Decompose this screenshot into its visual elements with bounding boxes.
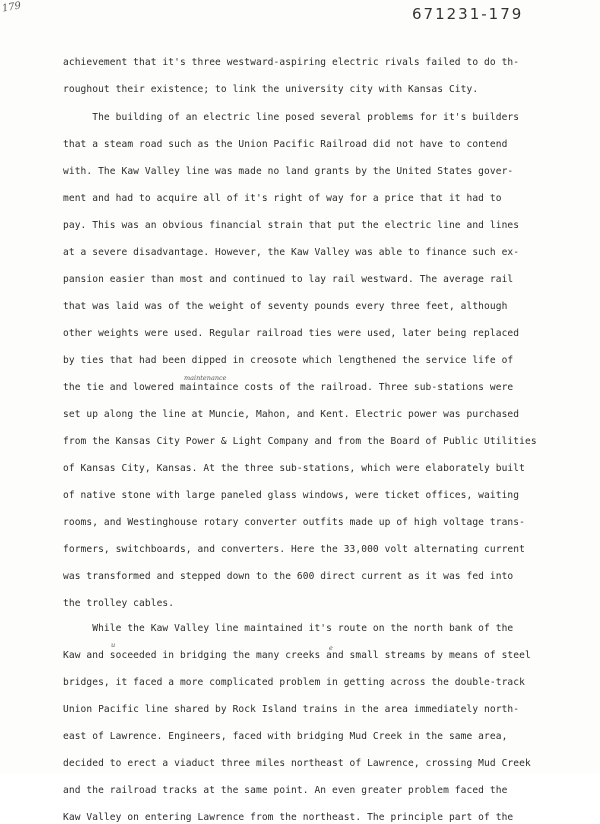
text-line: the tie and lowered maintaince costs of the railroad. Three sub-stations were: [63, 382, 514, 393]
text-line: that was laid was of the weight of seventy pounds every three feet, although: [63, 301, 508, 312]
text-line: from the Kansas City Power & Light Company and from the Board of Public Utilities: [63, 436, 537, 447]
handwritten-insertion: e: [329, 644, 333, 652]
text-line: set up along the line at Muncie, Mahon, and Kent. Electric power was purchased: [63, 409, 520, 420]
text-line: was transformed and stepped down to the 600 direct current as it was fed into: [63, 571, 514, 582]
text-line: of native stone with large paneled glass windows, were ticket offices, waiting: [63, 490, 520, 501]
text-line: pansion easier than most and continued to lay rail westward. The average rail: [63, 274, 514, 285]
text-line: at a severe disadvantage. However, the Kaw Valley was able to finance such ex-: [63, 247, 520, 258]
text-line: rooms, and Westinghouse rotary converter outfits made up of high voltage trans-: [63, 517, 525, 528]
text-line: roughout their existence; to link the university city with Kansas City.: [63, 84, 479, 95]
page-identifier: 671231-179: [412, 5, 524, 23]
text-line: Kaw and soceeded in bridging the many creeks and small streams by means of steel: [63, 650, 531, 661]
text-line: While the Kaw Valley line maintained it's route on the north bank of the: [63, 623, 514, 634]
text-line: decided to erect a viaduct three miles northeast of Lawrence, crossing Mud Creek: [63, 758, 531, 769]
text-line: the trolley cables.: [63, 598, 175, 609]
handwritten-insertion: u: [111, 641, 116, 649]
text-line: pay. This was an obvious financial strain that put the electric line and lines: [63, 220, 520, 231]
text-line: other weights were used. Regular railroad ties were used, later being replaced: [63, 328, 520, 339]
text-line: and the railroad tracks at the same point. An even greater problem faced the: [63, 785, 508, 796]
corner-page-number: 179: [1, 0, 22, 15]
text-line: Kaw Valley on entering Lawrence from the northeast. The principle part of the: [63, 812, 514, 823]
text-line: The building of an electric line posed several problems for it's builders: [63, 112, 520, 123]
text-line: of Kansas City, Kansas. At the three sub-stations, which were elaborately built: [63, 463, 525, 474]
handwritten-insertion: maintenance: [184, 374, 227, 382]
text-line: with. The Kaw Valley line was made no land grants by the United States gover-: [63, 166, 514, 177]
text-line: bridges, it faced a more complicated problem in getting across the double-track: [63, 677, 525, 688]
text-line: formers, switchboards, and converters. Here the 33,000 volt alternating current: [63, 544, 525, 555]
text-line: Union Pacific line shared by Rock Island trains in the area immediately north-: [63, 704, 520, 715]
text-line: that a steam road such as the Union Pacific Railroad did not have to contend: [63, 139, 508, 150]
text-line: by ties that had been dipped in creosote which lengthened the service life of: [63, 355, 514, 366]
text-line: achievement that it's three westward-aspiring electric rivals failed to do th-: [63, 57, 520, 68]
text-line: east of Lawrence. Engineers, faced with bridging Mud Creek in the same area,: [63, 731, 508, 742]
text-line: ment and had to acquire all of it's right of way for a price that it had to: [63, 193, 502, 204]
